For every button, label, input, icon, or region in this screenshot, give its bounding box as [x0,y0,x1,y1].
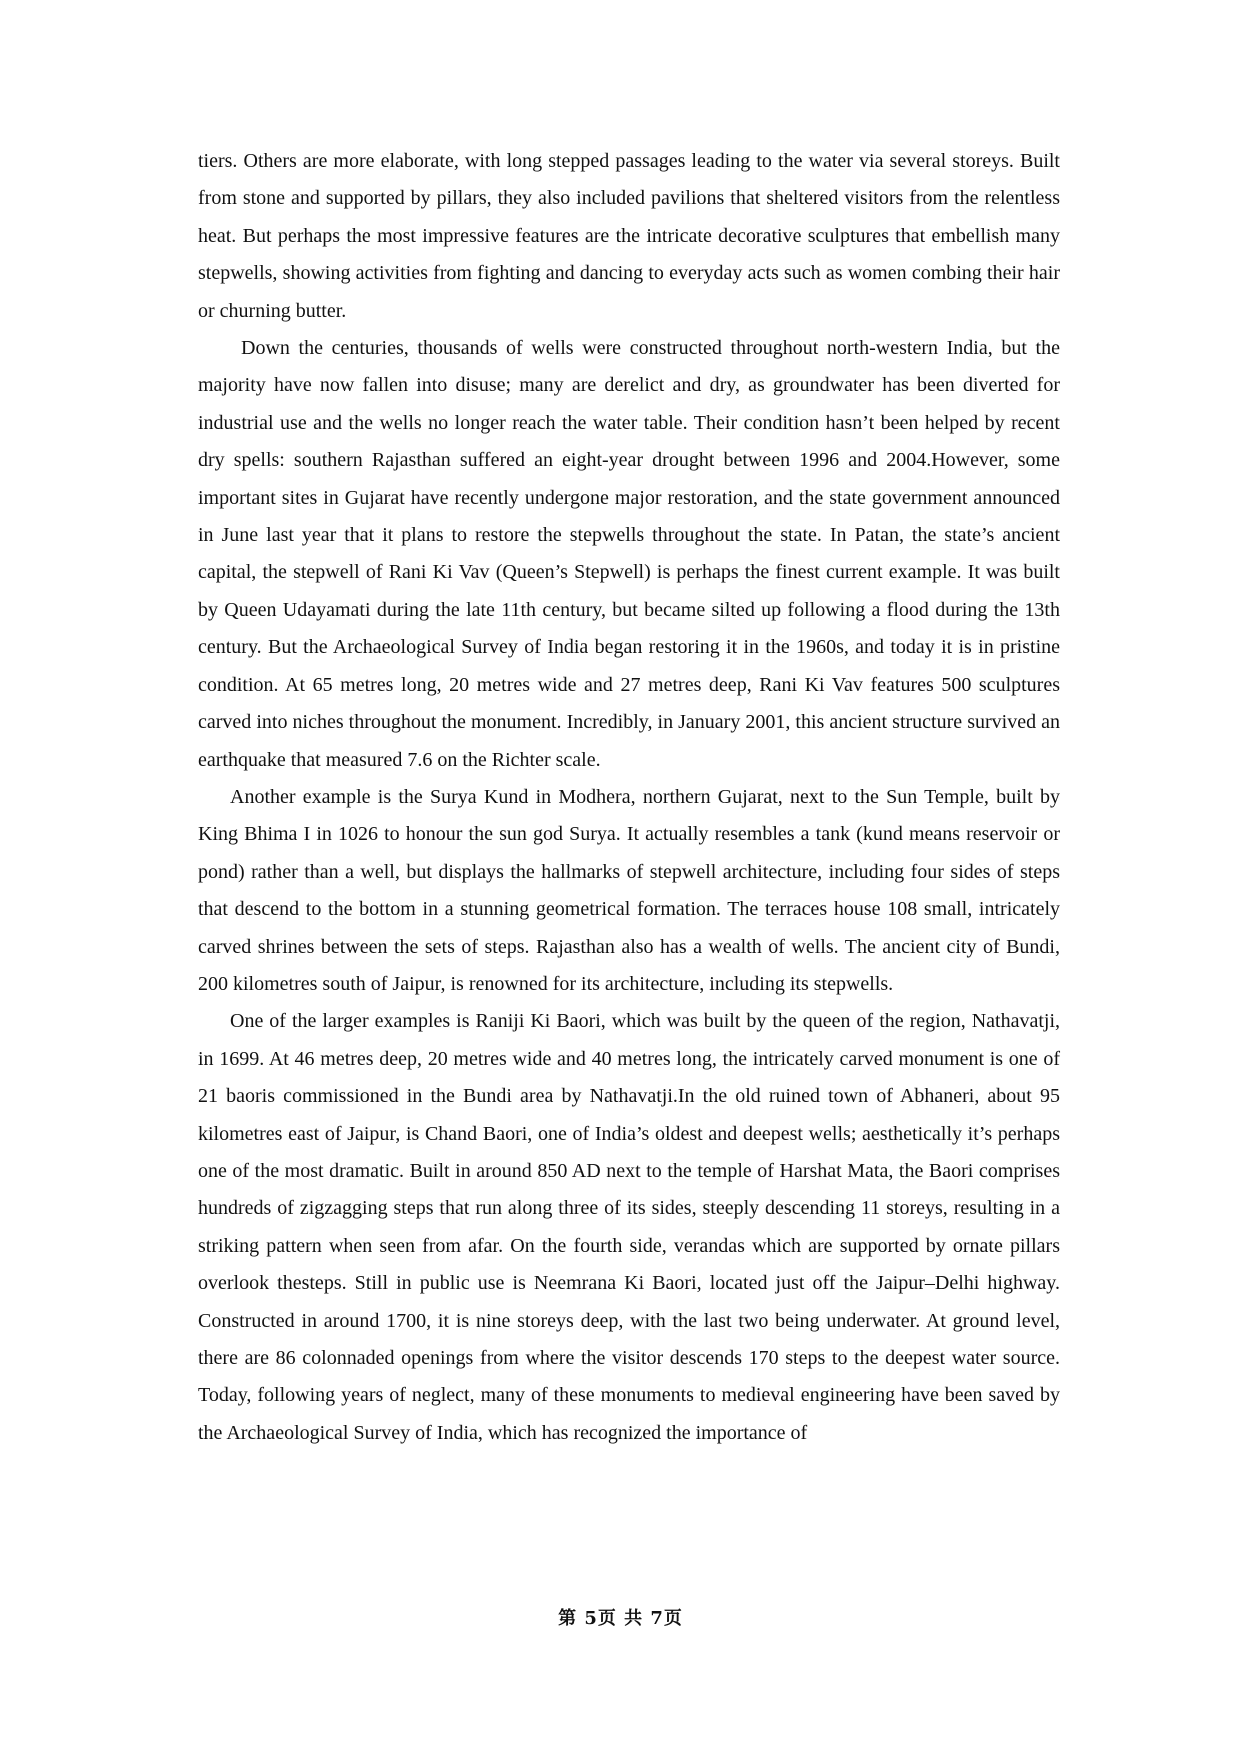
paragraph-4: One of the larger examples is Raniji Ki Baori, which was built by the queen of the region, Nathavatji, in 1699. At 46 metres deep, 20 metres wide and 40 metres long, the intricately carved monument is one of 21 baoris commissioned in the Bundi area by Nathavatji.In the old ruined town of Abhaneri, about 95 kilometres east of Jaipur, is Chand Baori, one of India’s oldest and deepest wells; aesthetically it’s perhaps one of the most dramatic. Built in around 850 AD next to the temple of Harshat Mata, the Baori comprises hundreds of zigzagging steps that run along three of its sides, steeply descending 11 storeys, resulting in a striking pattern when seen from afar. On the fourth side, verandas which are supported by ornate pillars overlook thesteps. Still in public use is Neemrana Ki Baori, located just off the Jaipur–Delhi highway. Constructed in around 1700, it is nine storeys deep, with the last two being underwater. At ground level, there are 86 colonnaded openings from where the visitor descends 170 steps to the deepest water source. Today, following years of neglect, many of these monuments to medieval engineering have been saved by the Archaeological Survey of India, which has recognized the importance of [198,1010,1060,1444]
paragraph-2: Down the centuries, thousands of wells were constructed throughout north-western India, but the majority have now fallen into disuse; many are derelict and dry, as groundwater has been diverted for industrial use and the wells no longer reach the water table. Their condition hasn’t been helped by recent dry spells: southern Rajasthan suffered an eight-year drought between 1996 and 2004.However, some important sites in Gujarat have recently undergone major restoration, and the state government announced in June last year that it plans to restore the stepwells throughout the state. In Patan, the state’s ancient capital, the stepwell of Rani Ki Vav (Queen’s Stepwell) is perhaps the finest current example. It was built by Queen Udayamati during the late 11th century, but became silted up following a flood during the 13th century. But the Archaeological Survey of India began restoring it in the 1960s, and today it is in pristine condition. At 65 metres long, 20 metres wide and 27 metres deep, Rani Ki Vav features 500 sculptures carved into niches throughout the monument. Incredibly, in January 2001, this ancient structure survived an earthquake that measured 7.6 on the Richter scale. [198,337,1060,771]
paragraph-1: tiers. Others are more elaborate, with long stepped passages leading to the water via several storeys. Built from stone and supported by pillars, they also included pavilions that sheltered visitors from the relentless heat. But perhaps the most impressive features are the intricate decorative sculptures that embellish many stepwells, showing activities from fighting and dancing to everyday acts such as women combing their hair or churning butter. [198,150,1060,322]
page-footer: 第 5页 共 7页 [558,1608,683,1629]
article-body [198,143,1060,1452]
paragraph-3: Another example is the Surya Kund in Modhera, northern Gujarat, next to the Sun Temple, built by King Bhima I in 1026 to honour the sun god Surya. It actually resembles a tank (kund means reservoir or pond) rather than a well, but displays the hallmarks of stepwell architecture, including four sides of steps that descend to the bottom in a stunning geometrical formation. The terraces house 108 small, intricately carved shrines between the sets of steps. Rajasthan also has a wealth of wells. The ancient city of Bundi, 200 kilometres south of Jaipur, is renowned for its architecture, including its stepwells. [198,785,1060,995]
